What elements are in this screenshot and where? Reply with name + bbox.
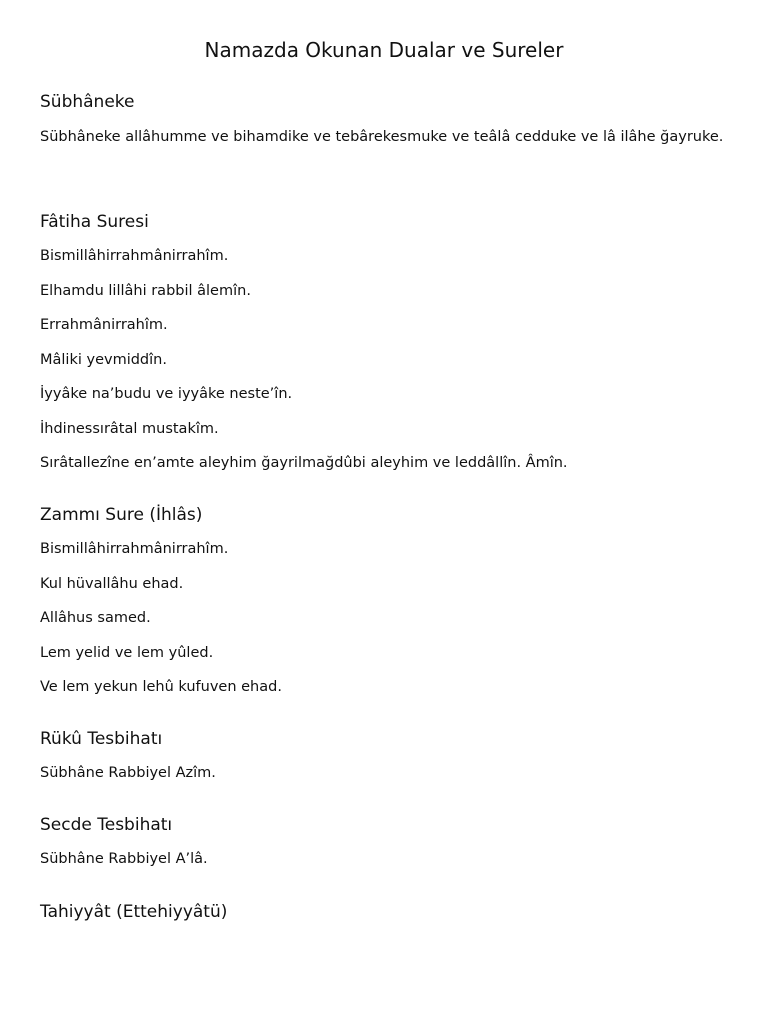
section-subhaneke (40, 91, 728, 154)
verse-line: Sübhâne Rabbiyel A’lâ. (40, 851, 208, 867)
verse-line: Sübhâne Rabbiyel Azîm. (40, 765, 216, 781)
section-ruku (40, 728, 728, 783)
section-tahiyyat (40, 901, 728, 923)
verse-line: Errahmânirrahîm. (40, 317, 168, 333)
verse-line: Bismillâhirrahmânirrahîm. (40, 248, 229, 264)
section-secde (40, 814, 728, 869)
verse-line: Allâhus samed. (40, 610, 151, 626)
verse-line: Bismillâhirrahmânirrahîm. (40, 541, 229, 557)
verse-line: İhdinessırâtal mustakîm. (40, 420, 219, 437)
section-ihlas (40, 504, 728, 697)
verse-line: Ve lem yekun lehû kufuven ehad. (40, 679, 282, 695)
verse-line: Kul hüvallâhu ehad. (40, 575, 184, 592)
section-heading: Sübhâneke (40, 92, 135, 112)
section-heading: Fâtiha Suresi (40, 212, 149, 232)
section-heading: Tahiyyât (Ettehiyyâtü) (40, 902, 228, 922)
section-heading: Secde Tesbihatı (40, 815, 173, 835)
section-heading: Zammı Sure (İhlâs) (40, 505, 203, 525)
verse-line: Elhamdu lillâhi rabbil âlemîn. (40, 282, 251, 299)
section-heading: Rükû Tesbihatı (40, 729, 163, 749)
verse-line: Mâliki yevmiddîn. (40, 351, 167, 368)
verse-line: Lem yelid ve lem yûled. (40, 644, 214, 661)
section-fatiha (40, 211, 728, 473)
verse-line: İyyâke na’budu ve iyyâke neste’în. (40, 386, 293, 402)
verse-line: Sırâtallezîne en’amte aleyhim ğayrilmağdûbi aleyhim ve leddâllîn. Âmîn. (40, 455, 568, 471)
page-title: Namazda Okunan Dualar ve Sureler (204, 38, 564, 62)
prayer-paragraph: Sübhâneke allâhumme ve bihamdike ve tebârekesmuke ve teâlâ cedduke ve lâ ilâhe ğayruke. (40, 129, 724, 145)
